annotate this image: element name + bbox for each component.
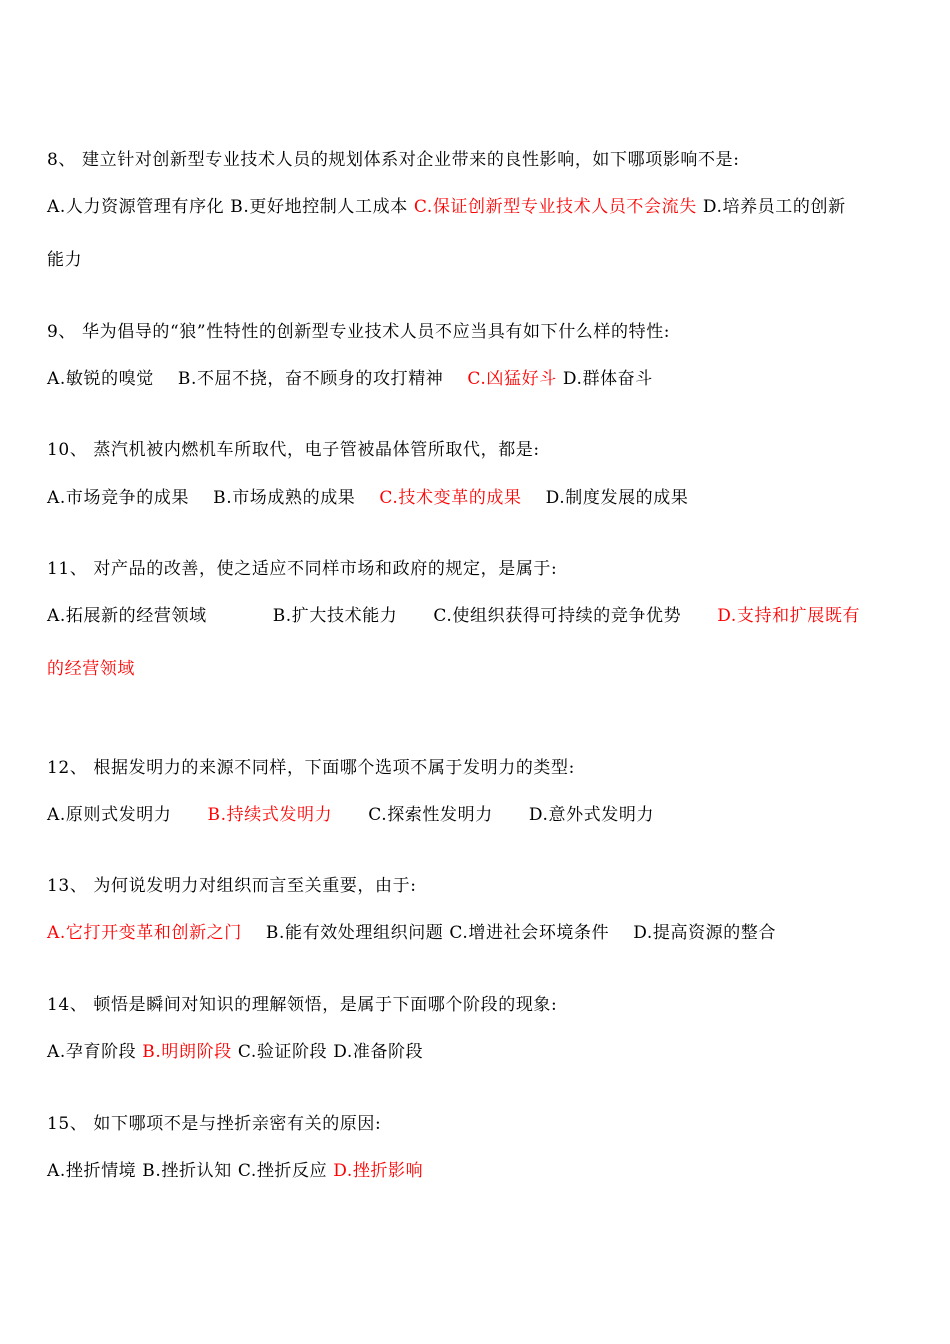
question-8-option-d: D.培养员工的创新	[702, 197, 846, 217]
question-14-option-a: A.孕育阶段	[47, 1042, 137, 1062]
question-13-stem	[47, 874, 907, 898]
question-11-option-b: B.扩大技术能力	[272, 606, 398, 626]
question-8-options-cont	[47, 248, 907, 272]
question-15-options	[47, 1159, 907, 1183]
question-14-option-c: C.验证阶段	[237, 1042, 328, 1062]
question-9-option-a: A.敏锐的嗅觉	[47, 369, 154, 389]
question-14-options	[47, 1040, 907, 1064]
question-10-options	[47, 486, 907, 510]
question-10-option-d: D.制度发展的成果	[545, 488, 689, 508]
question-9-stem	[47, 320, 907, 344]
question-9-stem-text: 9、 华为倡导的“狼”性特性的创新型专业技术人员不应当具有如下什么样的特性:	[47, 322, 671, 342]
question-15-stem	[47, 1112, 907, 1136]
question-14-stem	[47, 993, 907, 1017]
question-12-option-b-answer: B.持续式发明力	[207, 805, 333, 825]
question-14-option-b-answer: B.明朗阶段	[142, 1042, 232, 1062]
question-10-stem-text: 10、 蒸汽机被内燃机车所取代，电子管被晶体管所取代，都是:	[47, 440, 540, 460]
question-11-option-d-answer-cont: 的经营领域	[47, 659, 135, 679]
question-10-option-b: B.市场成熟的成果	[213, 488, 356, 508]
question-11-stem	[47, 557, 907, 581]
question-10-option-a: A.市场竞争的成果	[47, 488, 190, 508]
question-13-stem-text: 13、 为何说发明力对组织而言至关重要，由于:	[47, 876, 417, 896]
question-13-options	[47, 921, 907, 945]
question-12-stem	[47, 756, 907, 780]
question-12-option-c: C.探索性发明力	[368, 805, 493, 825]
question-8-option-a: A.人力资源管理有序化	[47, 197, 225, 217]
question-14-option-d: D.准备阶段	[333, 1042, 424, 1062]
question-11-option-c: C.使组织获得可持续的竞争优势	[433, 606, 682, 626]
question-11-stem-text: 11、 对产品的改善，使之适应不同样市场和政府的规定，是属于:	[47, 559, 558, 579]
question-11-options-cont	[47, 657, 907, 681]
question-9-option-c-answer: C.凶猛好斗	[467, 369, 557, 389]
question-13-option-d: D.提高资源的整合	[633, 923, 777, 943]
question-12-stem-text: 12、 根据发明力的来源不同样，下面哪个选项不属于发明力的类型:	[47, 758, 575, 778]
question-8-stem	[47, 148, 907, 172]
question-15-option-b: B.挫折认知	[142, 1161, 232, 1181]
question-10-option-c-answer: C.技术变革的成果	[379, 488, 522, 508]
question-15-stem-text: 15、 如下哪项不是与挫折亲密有关的原因:	[47, 1114, 382, 1134]
question-11-option-a: A.拓展新的经营领域	[47, 606, 207, 626]
question-8-option-c-answer: C.保证创新型专业技术人员不会流失	[413, 197, 697, 217]
question-12-options	[47, 803, 907, 827]
question-8-option-d-cont: 能力	[47, 250, 83, 270]
question-8-options	[47, 195, 907, 219]
question-15-option-c: C.挫折反应	[237, 1161, 328, 1181]
question-12-option-d: D.意外式发明力	[528, 805, 655, 825]
question-11-options	[47, 604, 907, 628]
question-15-option-a: A.挫折情境	[47, 1161, 137, 1181]
question-14-stem-text: 14、 顿悟是瞬间对知识的理解领悟，是属于下面哪个阶段的现象:	[47, 995, 558, 1015]
question-10-stem	[47, 438, 907, 462]
question-9-option-d: D.群体奋斗	[562, 369, 653, 389]
question-8-option-b: B.更好地控制人工成本	[230, 197, 408, 217]
question-9-option-b: B.不屈不挠，奋不顾身的攻打精神	[177, 369, 444, 389]
question-13-option-b: B.能有效处理组织问题	[265, 923, 444, 943]
question-9-options	[47, 367, 907, 391]
question-13-option-a-answer: A.它打开变革和创新之门	[47, 923, 242, 943]
question-11-option-d-answer: D.支持和扩展既有	[717, 606, 861, 626]
question-15-option-d-answer: D.挫折影响	[333, 1161, 424, 1181]
question-8-stem-text: 8、 建立针对创新型专业技术人员的规划体系对企业带来的良性影响，如下哪项影响不是:	[47, 150, 740, 170]
question-12-option-a: A.原则式发明力	[47, 805, 172, 825]
question-13-option-c: C.增进社会环境条件	[449, 923, 610, 943]
